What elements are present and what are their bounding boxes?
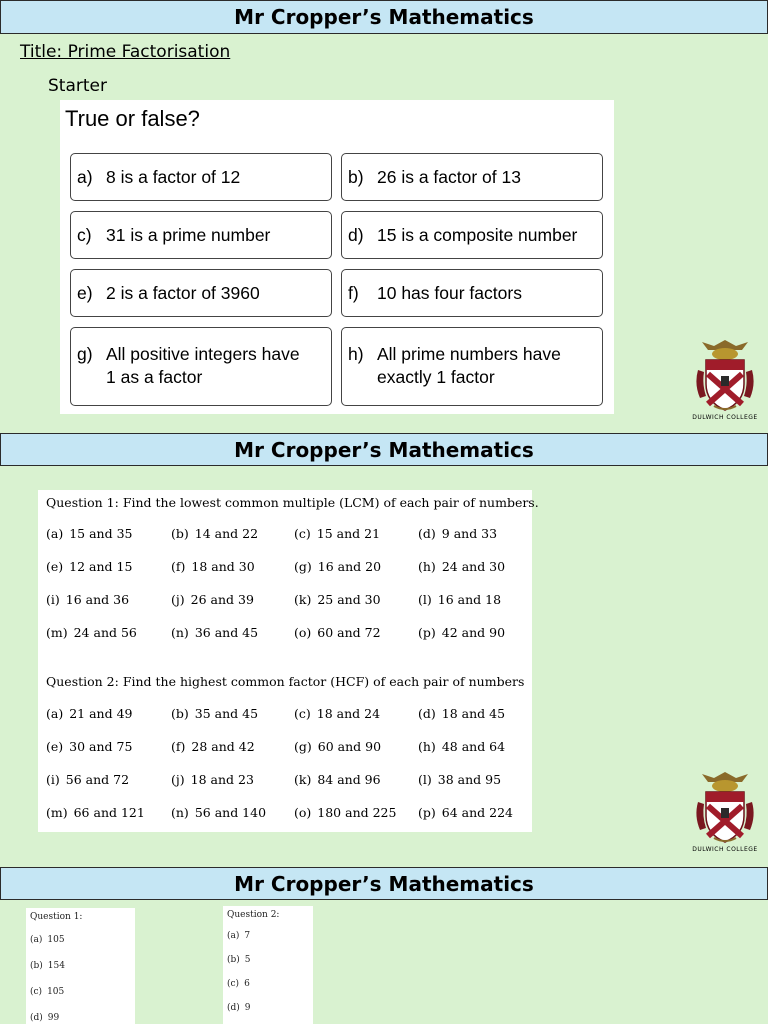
question-item-pair: 30 and 75 <box>69 739 133 754</box>
question-item <box>294 805 396 820</box>
question2-heading: Question 2: Find the highest common factor (HCF) of each pair of numbers <box>46 674 525 689</box>
question-item <box>171 805 266 820</box>
statement-letter: b) <box>348 166 364 187</box>
question-item-pair: 28 and 42 <box>191 739 255 754</box>
question-item-letter: (j) <box>171 592 185 607</box>
question-item <box>418 625 505 640</box>
question-item-pair: 16 and 36 <box>65 592 130 607</box>
statement-line: 2 is a factor of 3960 <box>106 282 260 303</box>
question-item-pair: 18 and 24 <box>316 706 381 721</box>
answer-value: 99 <box>47 1013 60 1023</box>
question-item-letter: (h) <box>418 559 436 574</box>
question-item <box>46 805 145 820</box>
question-item <box>294 772 381 787</box>
crest-caption: DULWICH COLLEGE <box>692 846 758 853</box>
question-item-pair: 18 and 23 <box>190 772 254 787</box>
slide-lcm-hcf-questions <box>0 432 768 864</box>
question-item-pair: 24 and 30 <box>441 559 506 574</box>
lesson-title: Title: Prime Factorisation <box>20 42 231 62</box>
question-item-letter: (b) <box>171 526 189 541</box>
question-item-letter: (i) <box>46 592 60 607</box>
answer-value: 9 <box>244 1003 251 1013</box>
slide-answers <box>0 866 768 1024</box>
question1-heading: Question 1: Find the lowest common multiple (LCM) of each pair of numbers. <box>46 495 539 510</box>
question-item <box>171 526 258 541</box>
answer-item <box>227 979 250 989</box>
question-item-pair: 38 and 95 <box>437 772 502 787</box>
question-item-pair: 26 and 39 <box>190 592 254 607</box>
answer-item <box>30 961 65 971</box>
answers-question1 <box>26 908 135 1024</box>
answer-value: 6 <box>244 979 250 989</box>
statement-text <box>377 282 522 305</box>
statement-line: All prime numbers have <box>377 344 561 364</box>
question-item-letter: (f) <box>171 739 186 754</box>
question-item-pair: 24 and 56 <box>73 625 137 640</box>
question-item-letter: (l) <box>418 592 432 607</box>
statement-text <box>106 166 240 189</box>
question-item-pair: 16 and 18 <box>437 592 502 607</box>
answer-value: 5 <box>244 955 251 965</box>
crest-shield-icon <box>694 772 756 846</box>
statement-line: exactly 1 factor <box>377 367 495 387</box>
statement-text <box>106 282 260 305</box>
statement-card <box>341 327 603 406</box>
statement-letter: g) <box>77 344 93 364</box>
statement-line: 1 as a factor <box>106 367 203 387</box>
question-item-letter: (i) <box>46 772 60 787</box>
answer-letter: (c) <box>30 987 43 997</box>
question-item <box>294 706 380 721</box>
answers2-heading: Question 2: <box>227 910 280 920</box>
question-item-letter: (g) <box>294 559 312 574</box>
question-item-letter: (o) <box>294 625 312 640</box>
question-item-pair: 18 and 45 <box>441 706 506 721</box>
question-item <box>294 526 380 541</box>
question-item-pair: 42 and 90 <box>441 625 506 640</box>
answer-item <box>30 987 64 997</box>
statement-text <box>377 166 521 189</box>
statement-text <box>377 224 577 247</box>
question-item <box>171 625 258 640</box>
question-item-pair: 16 and 20 <box>317 559 382 574</box>
question-item-pair: 21 and 49 <box>69 706 133 721</box>
question-item-pair: 64 and 224 <box>441 805 513 820</box>
slide-header: Mr Cropper’s Mathematics <box>0 0 768 34</box>
question-item-letter: (e) <box>46 559 64 574</box>
statement-card <box>341 269 603 317</box>
question-item-pair: 56 and 72 <box>65 772 130 787</box>
question-item <box>171 706 258 721</box>
answer-letter: (b) <box>30 961 43 971</box>
answer-item <box>227 1003 251 1013</box>
question-item <box>171 559 255 574</box>
statement-line: 8 is a factor of 12 <box>106 166 241 187</box>
question-item <box>171 739 255 754</box>
answer-item <box>30 1013 59 1023</box>
question-item-letter: (h) <box>418 739 436 754</box>
statement-card <box>70 153 332 201</box>
answers1-heading: Question 1: <box>30 912 83 922</box>
starter-label: Starter <box>48 76 107 96</box>
question-item-letter: (k) <box>294 772 312 787</box>
statement-line: 31 is a prime number <box>106 224 271 245</box>
question-item-pair: 15 and 35 <box>69 526 133 541</box>
answer-value: 105 <box>47 935 65 945</box>
crest-caption: DULWICH COLLEGE <box>692 414 758 421</box>
question-item-letter: (d) <box>418 706 436 721</box>
question-sheet <box>38 490 539 832</box>
question-item-pair: 60 and 72 <box>317 625 381 640</box>
question-item <box>418 805 513 820</box>
question-item <box>46 526 132 541</box>
question-item-pair: 12 and 15 <box>69 559 133 574</box>
question-item <box>418 592 501 607</box>
question-item <box>418 526 497 541</box>
question-item-letter: (c) <box>294 526 311 541</box>
question-item-pair: 18 and 30 <box>191 559 255 574</box>
statement-text <box>377 343 561 389</box>
statement-text <box>106 343 300 389</box>
statement-line: All positive integers have <box>106 344 300 364</box>
statement-letter: e) <box>77 282 93 303</box>
slide-header: Mr Cropper’s Mathematics <box>0 867 768 900</box>
question-item-letter: (c) <box>294 706 311 721</box>
question-item <box>418 772 501 787</box>
statement-line: 10 has four factors <box>377 282 522 303</box>
question-item <box>294 559 381 574</box>
statement-letter: d) <box>348 224 364 245</box>
question-item <box>46 592 129 607</box>
question-item-letter: (n) <box>171 805 189 820</box>
true-false-heading: True or false? <box>65 106 200 131</box>
question-item-letter: (b) <box>171 706 189 721</box>
question-item-letter: (m) <box>46 805 68 820</box>
statement-card <box>70 327 332 406</box>
statement-line: 26 is a factor of 13 <box>377 166 521 187</box>
answer-item <box>227 931 250 941</box>
statement-letter: h) <box>348 344 364 364</box>
question-item-letter: (a) <box>46 526 64 541</box>
answer-letter: (a) <box>30 935 43 945</box>
question-item <box>46 625 137 640</box>
answer-letter: (c) <box>227 979 240 989</box>
true-false-panel <box>60 100 614 414</box>
slide-starter <box>0 0 768 432</box>
question-item-pair: 180 and 225 <box>317 805 397 820</box>
question-item-letter: (f) <box>171 559 186 574</box>
question-item <box>294 739 381 754</box>
crest-shield-icon <box>694 340 756 414</box>
statement-letter: a) <box>77 166 93 187</box>
answers-question2 <box>223 906 313 1024</box>
question-item-letter: (k) <box>294 592 312 607</box>
question-item-letter: (p) <box>418 625 436 640</box>
question-item-letter: (j) <box>171 772 185 787</box>
answer-letter: (b) <box>227 955 240 965</box>
answer-item <box>227 955 251 965</box>
question-item-letter: (l) <box>418 772 432 787</box>
question-item <box>46 772 129 787</box>
question-item-pair: 56 and 140 <box>194 805 267 820</box>
statement-letter: c) <box>77 224 92 245</box>
question-item <box>171 772 254 787</box>
question-item <box>418 706 505 721</box>
question-item <box>46 559 132 574</box>
statement-line: 15 is a composite number <box>377 224 578 245</box>
question-item-letter: (n) <box>171 625 189 640</box>
answer-letter: (d) <box>227 1003 240 1013</box>
slide-header: Mr Cropper’s Mathematics <box>0 433 768 466</box>
answer-letter: (a) <box>227 931 240 941</box>
question-item-pair: 9 and 33 <box>441 526 498 541</box>
question-item-pair: 66 and 121 <box>73 805 145 820</box>
question-item-pair: 35 and 45 <box>194 706 259 721</box>
statement-text <box>106 224 270 247</box>
question-item-letter: (o) <box>294 805 312 820</box>
question-item <box>171 592 254 607</box>
statement-letter: f) <box>348 282 359 303</box>
question-item-pair: 84 and 96 <box>317 772 381 787</box>
question-item <box>46 739 132 754</box>
question-item-pair: 48 and 64 <box>441 739 506 754</box>
question-item-pair: 25 and 30 <box>317 592 381 607</box>
question-item-letter: (m) <box>46 625 68 640</box>
question-item-pair: 60 and 90 <box>317 739 382 754</box>
answer-letter: (d) <box>30 1013 43 1023</box>
question-item-letter: (g) <box>294 739 312 754</box>
question-item-letter: (d) <box>418 526 436 541</box>
statement-card <box>70 211 332 259</box>
question-item <box>418 739 505 754</box>
question-item <box>46 706 132 721</box>
statement-card <box>70 269 332 317</box>
statement-card <box>341 153 603 201</box>
question-item-pair: 36 and 45 <box>194 625 259 640</box>
question-item-letter: (a) <box>46 706 64 721</box>
answer-item <box>30 935 65 945</box>
question-item-letter: (p) <box>418 805 436 820</box>
school-crest <box>694 340 756 424</box>
answer-value: 7 <box>244 931 251 941</box>
school-crest <box>694 772 756 856</box>
question-item <box>294 625 381 640</box>
question-item-pair: 15 and 21 <box>316 526 381 541</box>
question-item <box>418 559 505 574</box>
answer-value: 154 <box>47 961 65 971</box>
question-item <box>294 592 381 607</box>
question-item-pair: 14 and 22 <box>194 526 259 541</box>
question-item-letter: (e) <box>46 739 64 754</box>
statement-card <box>341 211 603 259</box>
answer-value: 105 <box>47 987 65 997</box>
